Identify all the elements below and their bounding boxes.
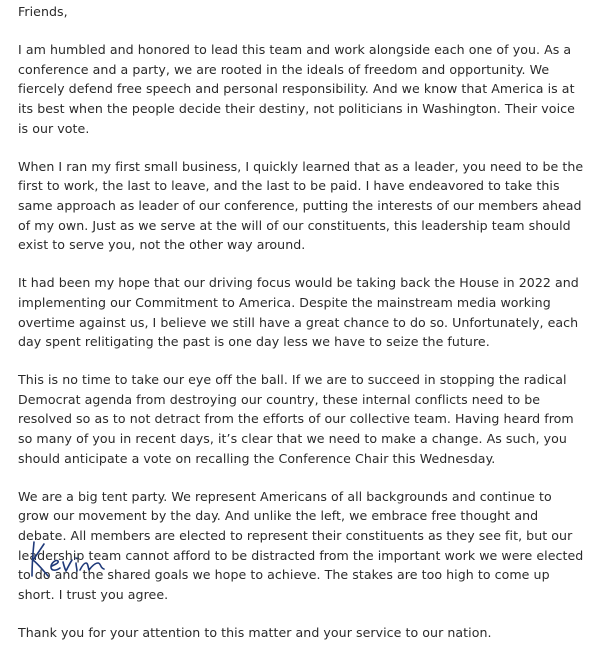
paragraph-big-tent: We are a big tent party. We represent Americans of all backgrounds and continue to grow our movement by the day. And unlike the left, we embrace free thought and debate. All members are elected to represent their constituents as they see fit, but our leadership team cannot afford to be distracted from the important work we were elected to do and the shared goals we hope to achieve. The stakes are too high to come up short. I trust you agree.	[18, 488, 584, 602]
handwritten-signature	[22, 536, 112, 585]
paragraph-thank-you: Thank you for your attention to this matter and your service to our nation.	[18, 625, 492, 640]
paragraph-small-business: When I ran my first small business, I quickly learned that as a leader, you need to be the first to work, the last to leave, and the last to be paid. I have endeavored to take this same approach as leader of our conference, putting the interests of our members ahead of my own. Just as we serve at the will of our constituents, this leadership team should exist to serve you, not the other way around.	[18, 158, 584, 253]
paragraph-conference-chair: This is no time to take our eye off the ball. If we are to succeed in stopping the radical Democrat agenda from destroying our country, these internal conflicts need to be resolved so as to not detract from the efforts of our collective team. Having heard from so many of you in recent days, it’s clear that we need to make a change. As such, you should anticipate a vote on recalling the Conference Chair this Wednesday.	[18, 372, 574, 466]
paragraph-intro: I am humbled and honored to lead this team and work alongside each one of you. As a conference and a party, we are rooted in the ideals of freedom and opportunity. We fiercely defend free speech and personal responsibility. And we know that America is at its best when the people decide their destiny, not politicians in Washington. Their voice is our vote.	[18, 42, 575, 136]
paragraph-commitment: It had been my hope that our driving focus would be taking back the House in 2022 and implementing our Commitment to America. Despite the mainstream media working overtime against us, I believe we still have a great chance to do so. Unfortunately, each day spent relitigating the past is one day less we have to seize the future.	[18, 275, 579, 350]
salutation: Friends,	[18, 4, 68, 19]
